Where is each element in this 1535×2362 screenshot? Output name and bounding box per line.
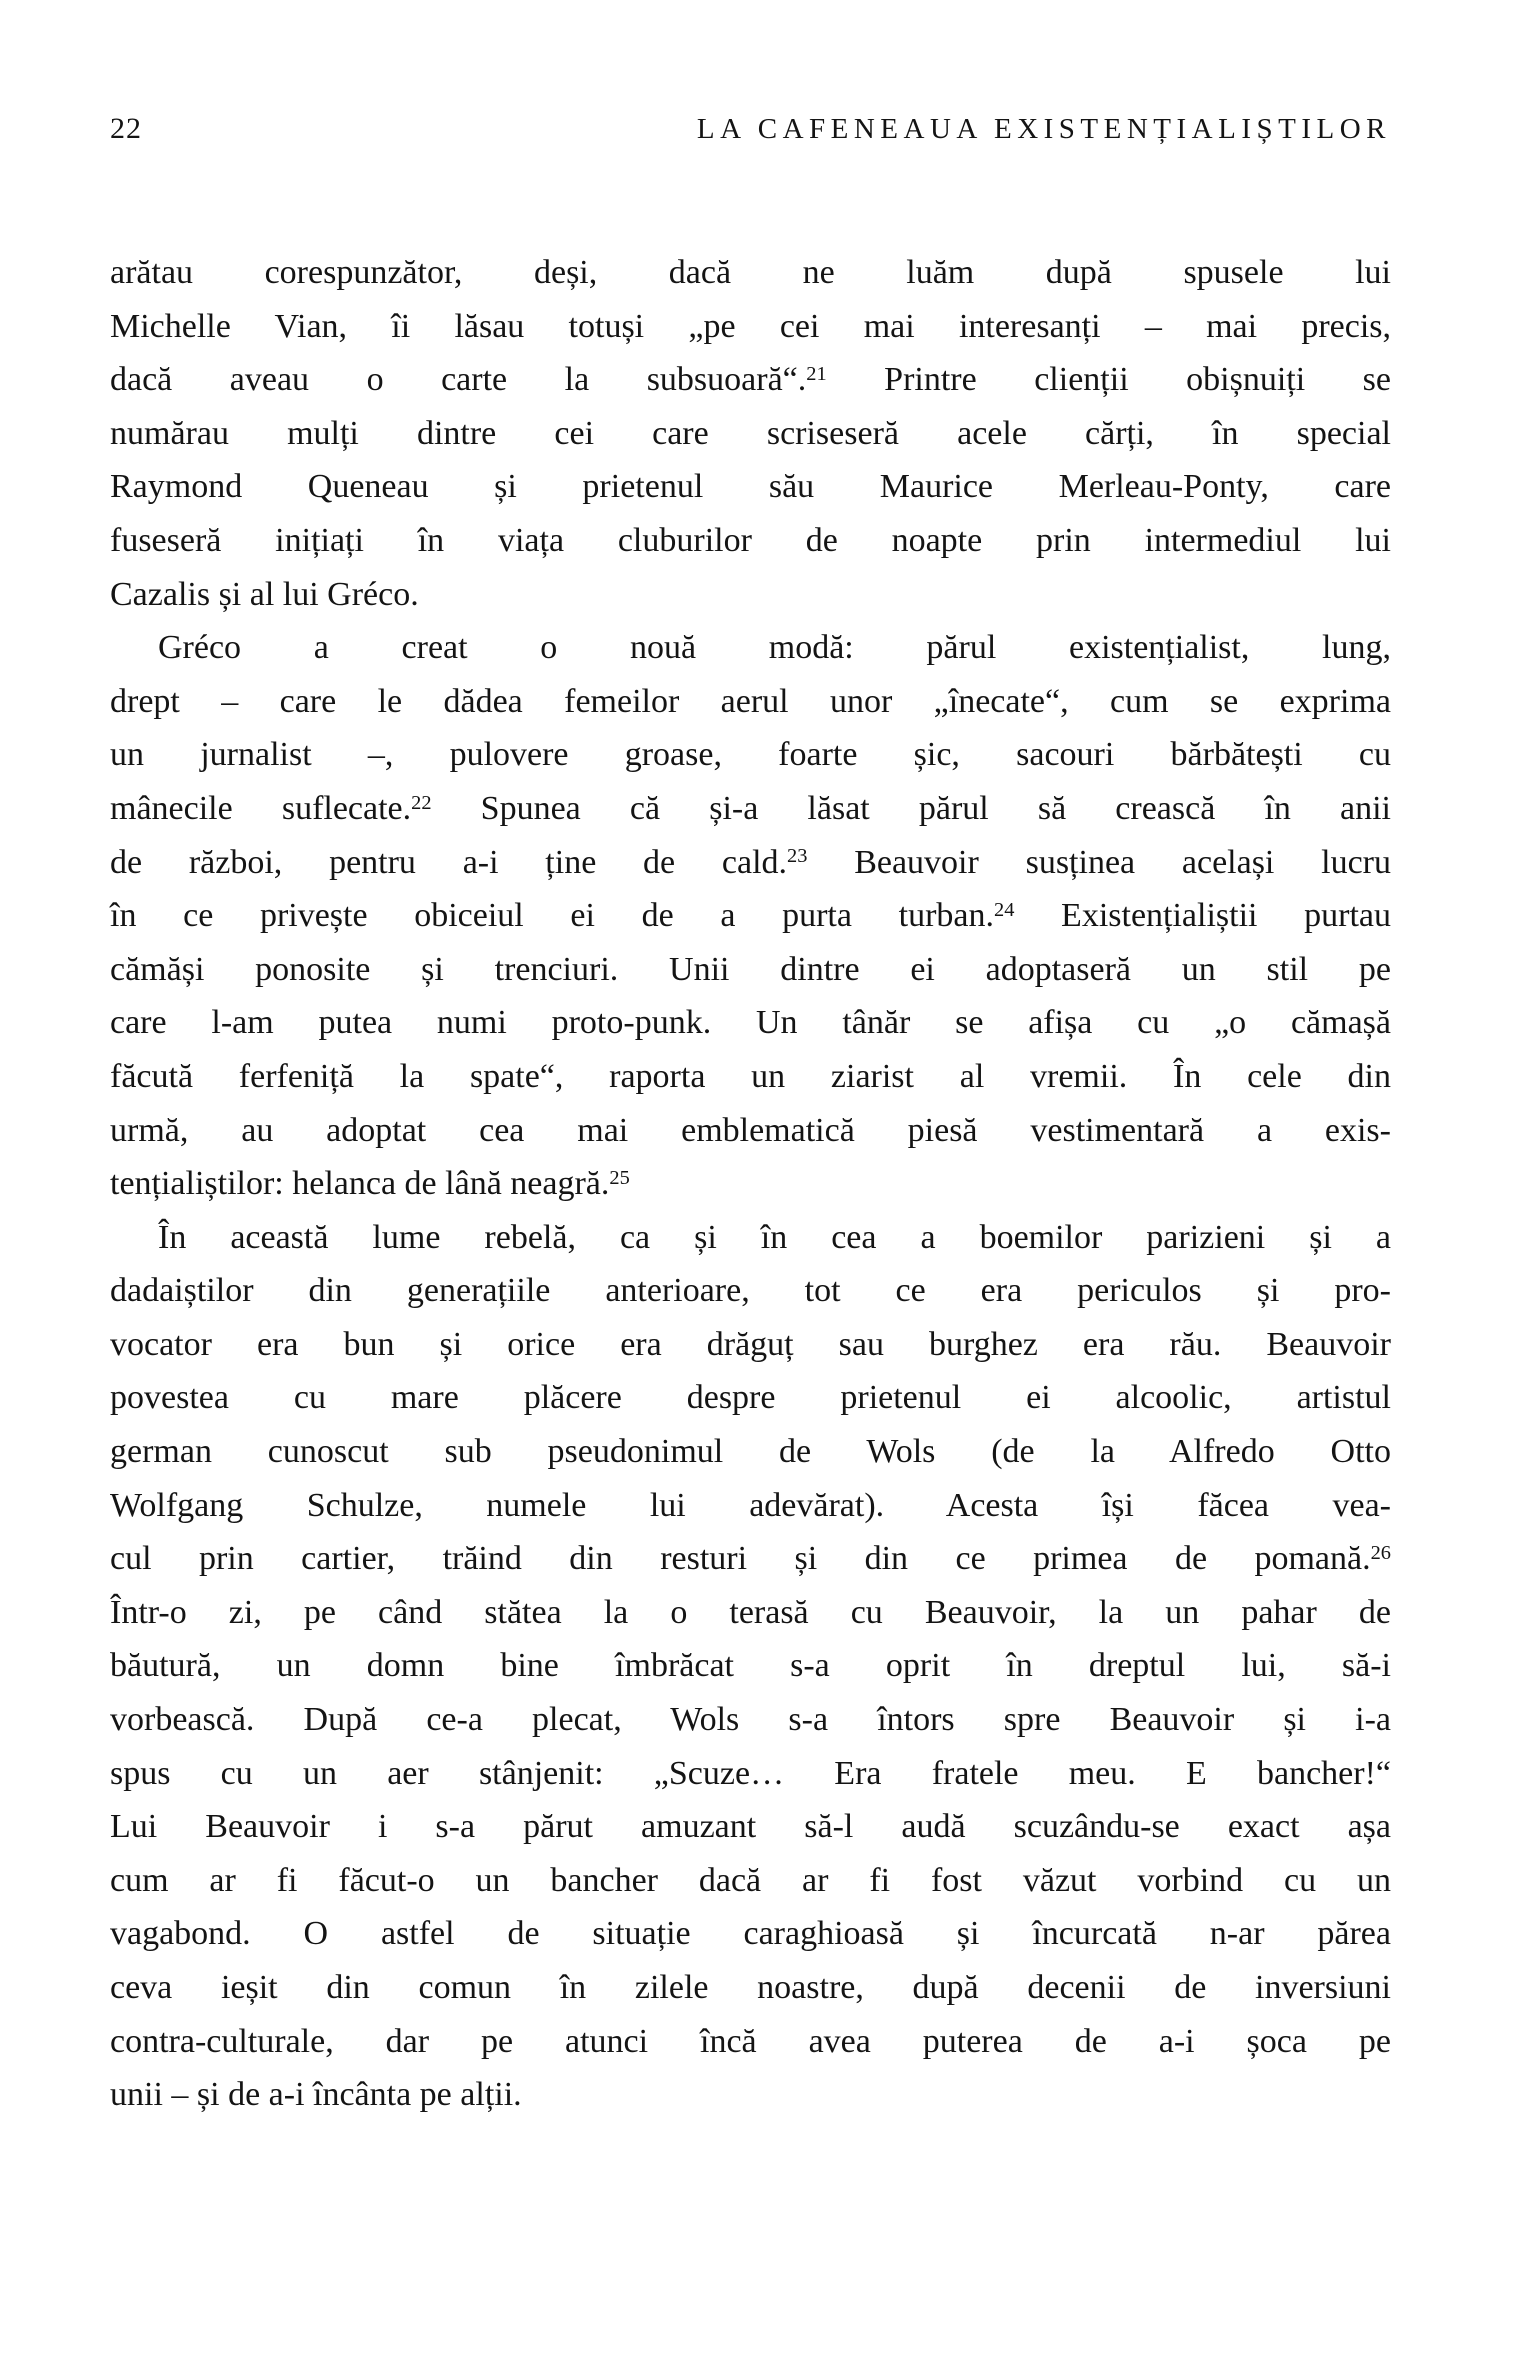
text-line: Cazalis și al lui Gréco. — [110, 575, 419, 613]
text-line: în ce privește obiceiul ei de a purta turban.$^{24}$ Existențialiștii purtau — [110, 897, 1391, 935]
text-line: unii – și de a-i încânta pe alții. — [110, 2076, 522, 2114]
text-line: dacă aveau o carte la subsuoară“.$^{21}$ Printre clienții obișnuiți se — [110, 361, 1392, 399]
footnote-ref: 25 — [609, 1166, 630, 1189]
page-number: 22 — [110, 112, 142, 145]
text-line: vocator era bun și orice era drăguț sau burghez era rău. Beauvoir — [110, 1325, 1391, 1363]
text-line: urmă, au adoptat cea mai emblematică piesă vestimentară a exis- — [110, 1111, 1391, 1149]
text-line: Lui Beauvoir i s-a părut amuzant să-l audă scuzându-se exact așa — [110, 1808, 1391, 1846]
text-line: arătau corespunzător, deși, dacă ne luăm după spusele lui — [110, 254, 1391, 291]
text-line: În această lume rebelă, ca și în cea a boemilor parizieni și a — [158, 1218, 1391, 1256]
text-line: tențialiștilor: helanca de lână neagră.$^{25}$ — [110, 1165, 630, 1203]
text-line: Michelle Vian, îi lăsau totuși „pe cei mai interesanți – mai precis, — [110, 307, 1391, 345]
running-header: LA CAFENEAUA EXISTENȚIALIȘTILOR — [696, 113, 1391, 145]
text-line: vorbească. După ce-a plecat, Wols s-a întors spre Beauvoir și i-a — [110, 1701, 1391, 1739]
text-line: cămăși ponosite și trenciuri. Unii dintre ei adoptaseră un stil pe — [110, 950, 1391, 988]
text-line: mânecile suflecate.$^{22}$ Spunea că și-a lăsat părul să crească în anii — [110, 789, 1392, 827]
text-line: cum ar fi făcut-o un bancher dacă ar fi fost văzut vorbind cu un — [110, 1861, 1391, 1899]
text-line: fuseseră inițiați în viața cluburilor de noapte prin intermediul lui — [110, 521, 1391, 559]
footnote-ref: 23 — [787, 845, 808, 868]
text-line: băutură, un domn bine îmbrăcat s-a oprit în dreptul lui, să-i — [110, 1647, 1391, 1685]
text-line: Gréco a creat o nouă modă: părul existențialist, lung, — [158, 629, 1391, 667]
text-line: de război, pentru a-i ține de cald.$^{23}$ Beauvoir susținea același lucru — [110, 843, 1391, 881]
text-line: dadaiștilor din generațiile anterioare, tot ce era periculos și pro- — [110, 1272, 1391, 1310]
text-line: vagabond. O astfel de situație caraghioasă și încurcată n-ar părea — [110, 1915, 1391, 1953]
footnote-ref: 26 — [1370, 1542, 1391, 1565]
text-line: contra-culturale, dar pe atunci încă avea puterea de a-i șoca pe — [110, 2022, 1391, 2060]
text-line: povestea cu mare plăcere despre prietenul ei alcoolic, artistul — [110, 1379, 1391, 1417]
text-line: cul prin cartier, trăind din resturi și din ce primea de pomană.$^{26}$ — [110, 1540, 1391, 1578]
text-line: ceva ieșit din comun în zilele noastre, după decenii de inversiuni — [110, 1969, 1391, 2006]
text-line: spus cu un aer stânjenit: „Scuze… Era fratele meu. E bancher!“ — [110, 1754, 1391, 1792]
text-line: Într-o zi, pe când stătea la o terasă cu Beauvoir, la un pahar de — [110, 1593, 1391, 1631]
footnote-ref: 24 — [994, 898, 1015, 921]
text-line: făcută ferfeniță la spate“, raporta un ziarist al vremii. În cele din — [110, 1057, 1391, 1095]
text-block — [110, 246, 1391, 2122]
text-line: numărau mulți dintre cei care scriseseră acele cărți, în special — [110, 414, 1391, 452]
text-line: german cunoscut sub pseudonimul de Wols (de la Alfredo Otto — [110, 1433, 1391, 1471]
text-line: Raymond Queneau și prietenul său Maurice Merleau-Ponty, care — [110, 468, 1391, 506]
text-line: Wolfgang Schulze, numele lui adevărat). Acesta își făcea vea- — [110, 1486, 1391, 1524]
footnote-ref: 21 — [806, 363, 827, 385]
text-line: drept – care le dădea femeilor aerul unor „înecate“, cum se exprima — [110, 682, 1391, 720]
text-line: care l-am putea numi proto-punk. Un tânăr se afișa cu „o cămașă — [110, 1004, 1391, 1042]
text-line: un jurnalist –, pulovere groase, foarte șic, sacouri bărbătești cu — [110, 736, 1391, 774]
page-header — [110, 112, 1391, 146]
footnote-ref: 22 — [411, 791, 432, 814]
